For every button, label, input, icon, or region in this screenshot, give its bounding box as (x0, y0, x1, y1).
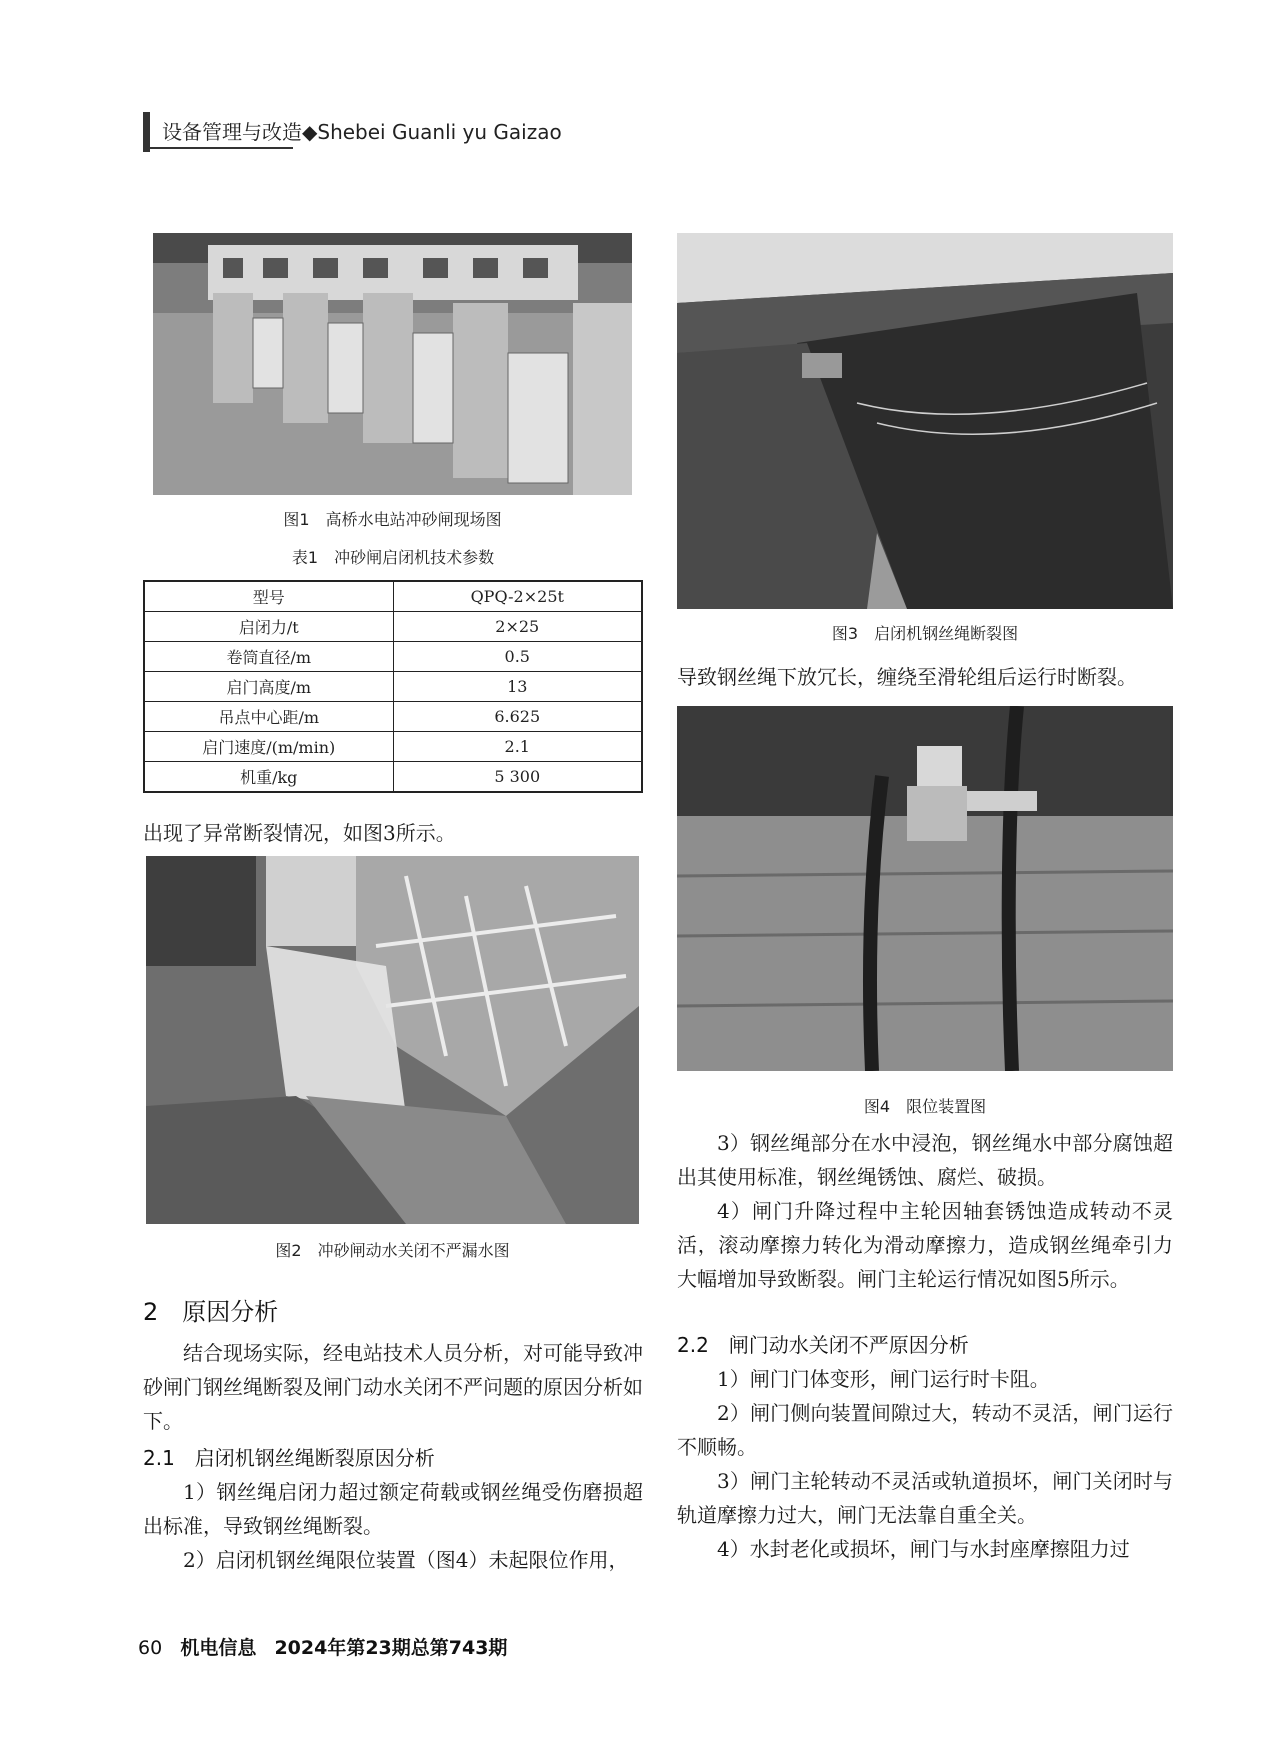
table-row (144, 581, 642, 612)
param-value-cell: 2×25 (393, 612, 642, 642)
figure-2-caption: 图2 冲砂闸动水关闭不严漏水图 (275, 1241, 510, 1260)
paragraph: 1）闸门门体变形，闸门运行时卡阻。 (717, 1367, 1050, 1391)
right-text-body (677, 1126, 1173, 1296)
paragraph: 4）水封老化或损坏，闸门与水封座摩擦阻力过 (717, 1537, 1130, 1561)
journal-name: 机电信息 (180, 1637, 257, 1659)
table-row (144, 672, 642, 702)
table-row (144, 732, 642, 762)
param-name-cell: 型号 (144, 581, 393, 612)
section-heading-2-1: 2.1 启闭机钢丝绳断裂原因分析 (143, 1446, 435, 1470)
param-name-cell: 启门速度/(m/min) (144, 732, 393, 762)
table-row (144, 702, 642, 732)
paragraph: 4）闸门升降过程中主轮因轴套锈蚀造成转动不灵活，滚动摩擦力转化为滑动摩擦力，造成钢丝绳牵引力大幅增加导致断裂。闸门主轮运行情况如图5所示。 (677, 1199, 1173, 1291)
figure-1-photo (153, 233, 632, 495)
table-row (144, 612, 642, 642)
param-name-cell: 启闭力/t (144, 612, 393, 642)
figure-3-caption: 图3 启闭机钢丝绳断裂图 (831, 624, 1019, 643)
header-rule (143, 147, 293, 149)
param-value-cell: 6.625 (393, 702, 642, 732)
paragraph: 1）钢丝绳启闭力超过额定荷载或钢丝绳受伤磨损超出标准，导致钢丝绳断裂。 (143, 1480, 643, 1538)
left-text-body (143, 1336, 643, 1438)
param-value-cell: QPQ-2×25t (393, 581, 642, 612)
table-row (144, 642, 642, 672)
paragraph: 3）钢丝绳部分在水中浸泡，钢丝绳水中部分腐蚀超出其使用标准，钢丝绳锈蚀、腐烂、破损。 (677, 1131, 1173, 1189)
left-text-body-2 (143, 1475, 643, 1577)
paragraph: 出现了异常断裂情况，如图3所示。 (143, 821, 456, 845)
param-value-cell: 13 (393, 672, 642, 702)
param-name-cell: 吊点中心距/m (144, 702, 393, 732)
figure-3-photo (677, 233, 1173, 609)
running-header: 设备管理与改造◆Shebei Guanli yu Gaizao (162, 120, 562, 144)
param-name-cell: 卷筒直径/m (144, 642, 393, 672)
param-name-cell: 机重/kg (144, 762, 393, 793)
left-text-fig3-ref (143, 816, 643, 850)
table-1 (143, 580, 643, 793)
paragraph: 2）闸门侧向装置间隙过大，转动不灵活，闸门运行不顺畅。 (677, 1401, 1173, 1459)
paragraph: 2）启闭机钢丝绳限位装置（图4）未起限位作用， (183, 1548, 629, 1572)
right-text-continue (677, 660, 1173, 694)
figure-2-photo (146, 856, 639, 1224)
right-text-body-2 (677, 1362, 1173, 1566)
issue-info: 2024年第23期总第743期 (274, 1637, 508, 1659)
figure-1-caption: 图1 高桥水电站冲砂闸现场图 (283, 510, 502, 529)
table-1-title: 表1 冲砂闸启闭机技术参数 (291, 548, 495, 567)
page-number: 60 (138, 1637, 163, 1659)
page-footer (138, 1633, 507, 1660)
table-row (144, 762, 642, 793)
param-value-cell: 0.5 (393, 642, 642, 672)
header-bar (143, 112, 150, 152)
section-heading-2-2: 2.2 闸门动水关闭不严原因分析 (677, 1333, 969, 1357)
paragraph: 导致钢丝绳下放冗长，缠绕至滑轮组后运行时断裂。 (677, 665, 1137, 689)
paragraph: 结合现场实际，经电站技术人员分析，对可能导致冲砂闸门钢丝绳断裂及闸门动水关闭不严问题的原因分析如下。 (143, 1341, 643, 1433)
section-heading-2: 2 原因分析 (143, 1298, 279, 1326)
param-value-cell: 2.1 (393, 732, 642, 762)
param-value-cell: 5 300 (393, 762, 642, 793)
figure-4-photo (677, 706, 1173, 1071)
paragraph: 3）闸门主轮转动不灵活或轨道损坏，闸门关闭时与轨道摩擦力过大，闸门无法靠自重全关。 (677, 1469, 1173, 1527)
param-name-cell: 启门高度/m (144, 672, 393, 702)
figure-4-caption: 图4 限位装置图 (863, 1097, 987, 1116)
